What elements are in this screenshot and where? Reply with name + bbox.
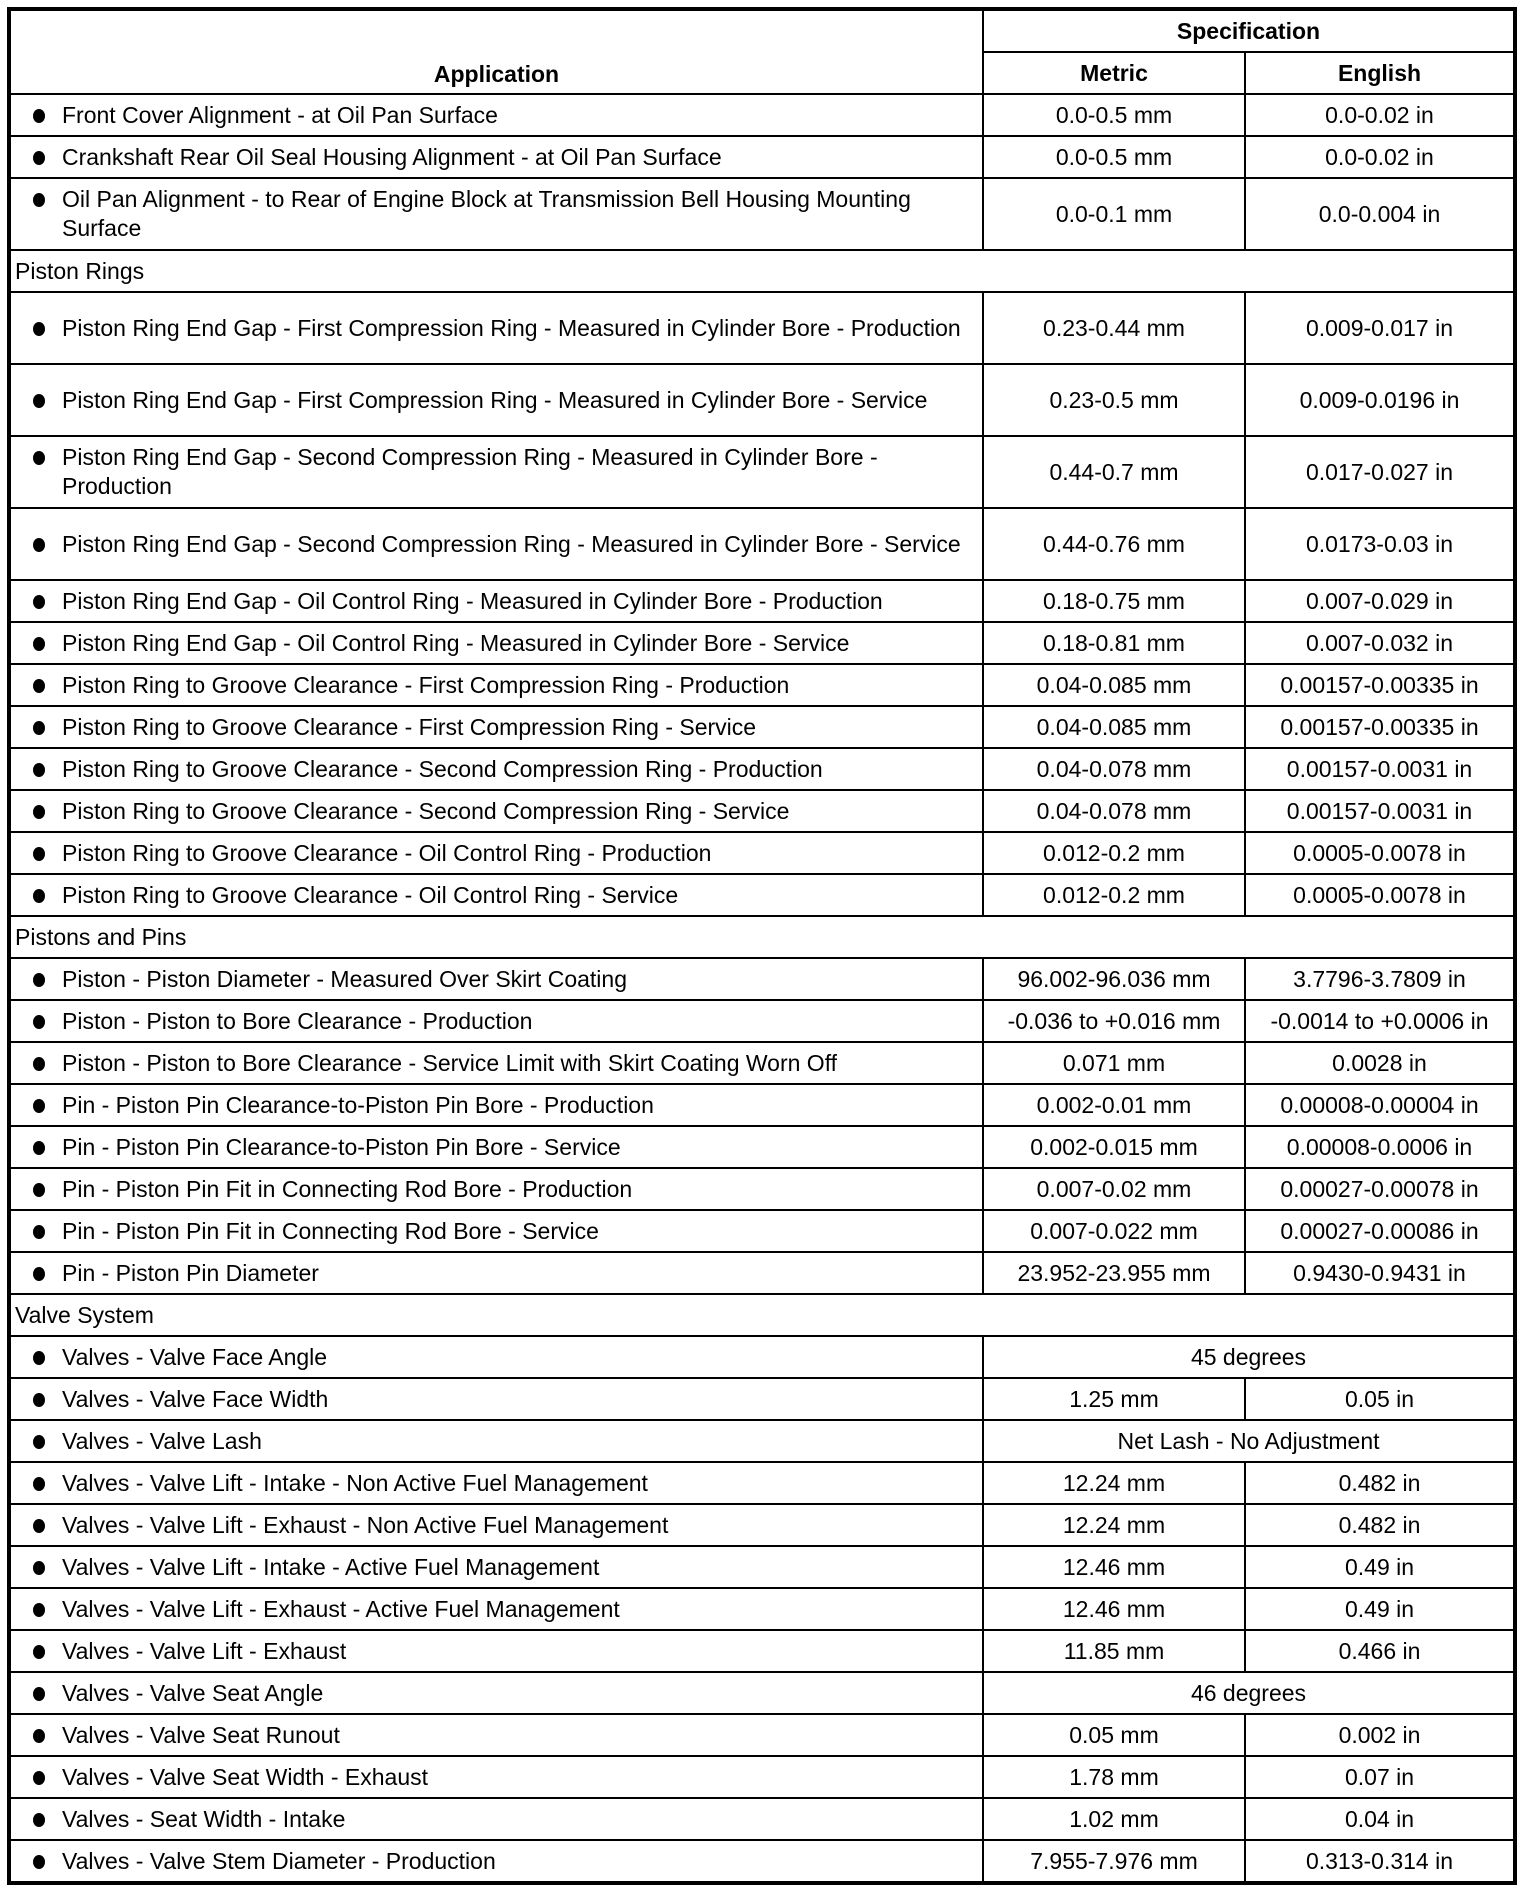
english-value: 0.00008-0.0006 in bbox=[1245, 1126, 1515, 1168]
bullet-icon bbox=[33, 721, 45, 735]
english-value: 0.9430-0.9431 in bbox=[1245, 1252, 1515, 1294]
metric-value: 7.955-7.976 mm bbox=[983, 1840, 1245, 1883]
metric-value: 0.05 mm bbox=[983, 1714, 1245, 1756]
table-row bbox=[9, 1084, 1515, 1126]
metric-value: 1.25 mm bbox=[983, 1378, 1245, 1420]
bullet-icon bbox=[33, 1645, 45, 1659]
bullet-icon bbox=[33, 538, 45, 552]
application-label: Pin - Piston Pin Fit in Connecting Rod Bore - Production bbox=[62, 1175, 633, 1202]
metric-value: 0.002-0.01 mm bbox=[983, 1084, 1245, 1126]
english-value: 0.00027-0.00086 in bbox=[1245, 1210, 1515, 1252]
metric-value: 12.46 mm bbox=[983, 1588, 1245, 1630]
application-content bbox=[33, 1133, 982, 1162]
application-cell bbox=[9, 1672, 983, 1714]
application-label: Valves - Valve Stem Diameter - Production bbox=[62, 1847, 496, 1874]
table-row bbox=[9, 1252, 1515, 1294]
specification-header: Specification bbox=[983, 9, 1515, 52]
application-cell bbox=[9, 622, 983, 664]
application-label: Pin - Piston Pin Fit in Connecting Rod Bore - Service bbox=[62, 1217, 599, 1244]
application-content bbox=[33, 1721, 982, 1750]
metric-value: 0.44-0.76 mm bbox=[983, 508, 1245, 580]
application-content bbox=[33, 587, 982, 616]
table-row bbox=[9, 1336, 1515, 1378]
english-value: 0.0005-0.0078 in bbox=[1245, 874, 1515, 916]
metric-value: 0.23-0.5 mm bbox=[983, 364, 1245, 436]
application-label: Piston Ring End Gap - First Compression Ring - Measured in Cylinder Bore - Service bbox=[62, 386, 928, 413]
english-value: 3.7796-3.7809 in bbox=[1245, 958, 1515, 1000]
english-value: 0.482 in bbox=[1245, 1504, 1515, 1546]
application-cell bbox=[9, 790, 983, 832]
application-label: Piston Ring to Groove Clearance - Oil Control Ring - Service bbox=[62, 881, 679, 908]
section-title: Piston Rings bbox=[9, 250, 1515, 292]
table-row bbox=[9, 1672, 1515, 1714]
table-row bbox=[9, 1042, 1515, 1084]
english-value: 0.00157-0.0031 in bbox=[1245, 790, 1515, 832]
application-cell bbox=[9, 580, 983, 622]
english-value: 0.466 in bbox=[1245, 1630, 1515, 1672]
bullet-icon bbox=[33, 595, 45, 609]
application-label: Piston Ring End Gap - Second Compression Ring - Measured in Cylinder Bore - Service bbox=[62, 530, 961, 557]
application-cell bbox=[9, 94, 983, 136]
metric-value: 0.0-0.5 mm bbox=[983, 136, 1245, 178]
application-cell bbox=[9, 1462, 983, 1504]
application-cell bbox=[9, 136, 983, 178]
english-value: 0.49 in bbox=[1245, 1588, 1515, 1630]
application-label: Oil Pan Alignment - to Rear of Engine Block at Transmission Bell Housing Mounting Surface bbox=[62, 186, 911, 241]
application-content bbox=[33, 1595, 982, 1624]
bullet-icon bbox=[33, 1477, 45, 1491]
bullet-icon bbox=[33, 1183, 45, 1197]
metric-value: 0.04-0.085 mm bbox=[983, 664, 1245, 706]
table-row bbox=[9, 580, 1515, 622]
table-row bbox=[9, 1588, 1515, 1630]
bullet-icon bbox=[33, 1603, 45, 1617]
section-title: Valve System bbox=[9, 1294, 1515, 1336]
application-cell bbox=[9, 1000, 983, 1042]
metric-value: 0.007-0.022 mm bbox=[983, 1210, 1245, 1252]
bullet-icon bbox=[33, 1225, 45, 1239]
application-cell bbox=[9, 1546, 983, 1588]
table-row bbox=[9, 1168, 1515, 1210]
application-label: Piston Ring End Gap - First Compression Ring - Measured in Cylinder Bore - Production bbox=[62, 314, 961, 341]
bullet-icon bbox=[33, 1015, 45, 1029]
application-content bbox=[33, 755, 982, 784]
application-label: Valves - Valve Lift - Intake - Non Active Fuel Management bbox=[62, 1469, 648, 1496]
bullet-icon bbox=[33, 151, 45, 165]
table-row bbox=[9, 508, 1515, 580]
bullet-icon bbox=[33, 679, 45, 693]
table-row bbox=[9, 136, 1515, 178]
application-content bbox=[33, 1847, 982, 1876]
combined-spec-value: Net Lash - No Adjustment bbox=[983, 1420, 1515, 1462]
combined-spec-value: 46 degrees bbox=[983, 1672, 1515, 1714]
application-content bbox=[33, 1007, 982, 1036]
bullet-icon bbox=[33, 1267, 45, 1281]
application-header: Application bbox=[9, 9, 983, 94]
application-label: Valves - Valve Seat Runout bbox=[62, 1721, 340, 1748]
metric-value: 12.24 mm bbox=[983, 1462, 1245, 1504]
english-value: 0.0028 in bbox=[1245, 1042, 1515, 1084]
english-value: 0.00157-0.00335 in bbox=[1245, 706, 1515, 748]
application-cell bbox=[9, 1126, 983, 1168]
bullet-icon bbox=[33, 805, 45, 819]
bullet-icon bbox=[33, 193, 45, 207]
english-value: 0.482 in bbox=[1245, 1462, 1515, 1504]
metric-value: 0.18-0.75 mm bbox=[983, 580, 1245, 622]
application-cell bbox=[9, 1168, 983, 1210]
application-label: Piston Ring to Groove Clearance - First Compression Ring - Production bbox=[62, 671, 790, 698]
application-cell bbox=[9, 1714, 983, 1756]
application-cell bbox=[9, 1504, 983, 1546]
application-label: Front Cover Alignment - at Oil Pan Surface bbox=[62, 101, 498, 128]
application-content bbox=[33, 1553, 982, 1582]
metric-value: 0.0-0.1 mm bbox=[983, 178, 1245, 250]
section-row bbox=[9, 916, 1515, 958]
english-value: 0.07 in bbox=[1245, 1756, 1515, 1798]
application-content bbox=[33, 443, 982, 501]
bullet-icon bbox=[33, 1351, 45, 1365]
application-cell bbox=[9, 874, 983, 916]
metric-value: 0.0-0.5 mm bbox=[983, 94, 1245, 136]
application-cell bbox=[9, 1840, 983, 1883]
application-cell bbox=[9, 1588, 983, 1630]
english-value: 0.009-0.017 in bbox=[1245, 292, 1515, 364]
application-label: Valves - Valve Face Angle bbox=[62, 1343, 328, 1370]
application-label: Piston - Piston Diameter - Measured Over Skirt Coating bbox=[62, 965, 627, 992]
table-row bbox=[9, 832, 1515, 874]
application-cell bbox=[9, 664, 983, 706]
english-value: 0.0-0.004 in bbox=[1245, 178, 1515, 250]
application-label: Valves - Valve Seat Angle bbox=[62, 1679, 324, 1706]
application-content bbox=[33, 1091, 982, 1120]
specification-table bbox=[7, 7, 1517, 1885]
application-cell bbox=[9, 364, 983, 436]
table-row bbox=[9, 364, 1515, 436]
table-row bbox=[9, 1420, 1515, 1462]
application-content bbox=[33, 839, 982, 868]
english-value: 0.007-0.029 in bbox=[1245, 580, 1515, 622]
metric-value: 0.04-0.078 mm bbox=[983, 790, 1245, 832]
application-content bbox=[33, 1343, 982, 1372]
application-content bbox=[33, 1469, 982, 1498]
application-content bbox=[33, 1763, 982, 1792]
metric-value: 0.44-0.7 mm bbox=[983, 436, 1245, 508]
table-row bbox=[9, 1630, 1515, 1672]
bullet-icon bbox=[33, 1519, 45, 1533]
application-cell bbox=[9, 1378, 983, 1420]
metric-value: 0.002-0.015 mm bbox=[983, 1126, 1245, 1168]
application-content bbox=[33, 386, 982, 415]
application-label: Pin - Piston Pin Clearance-to-Piston Pin Bore - Production bbox=[62, 1091, 654, 1118]
table-row bbox=[9, 874, 1515, 916]
application-cell bbox=[9, 958, 983, 1000]
bullet-icon bbox=[33, 1687, 45, 1701]
english-value: 0.009-0.0196 in bbox=[1245, 364, 1515, 436]
application-label: Piston Ring to Groove Clearance - Second Compression Ring - Production bbox=[62, 755, 823, 782]
application-label: Piston Ring to Groove Clearance - Second Compression Ring - Service bbox=[62, 797, 790, 824]
bullet-icon bbox=[33, 1813, 45, 1827]
application-label: Valves - Valve Lift - Intake - Active Fuel Management bbox=[62, 1553, 600, 1580]
bullet-icon bbox=[33, 763, 45, 777]
application-content bbox=[33, 965, 982, 994]
application-cell bbox=[9, 1756, 983, 1798]
table-row bbox=[9, 1378, 1515, 1420]
bullet-icon bbox=[33, 451, 45, 465]
table-row bbox=[9, 790, 1515, 832]
english-value: 0.04 in bbox=[1245, 1798, 1515, 1840]
metric-value: 12.24 mm bbox=[983, 1504, 1245, 1546]
application-content bbox=[33, 314, 982, 343]
metric-value: 1.78 mm bbox=[983, 1756, 1245, 1798]
application-content bbox=[33, 530, 982, 559]
metric-value: -0.036 to +0.016 mm bbox=[983, 1000, 1245, 1042]
application-cell bbox=[9, 832, 983, 874]
application-cell bbox=[9, 1420, 983, 1462]
english-value: 0.0-0.02 in bbox=[1245, 94, 1515, 136]
application-content bbox=[33, 1511, 982, 1540]
metric-value: 0.007-0.02 mm bbox=[983, 1168, 1245, 1210]
application-cell bbox=[9, 292, 983, 364]
application-label: Piston Ring to Groove Clearance - Oil Control Ring - Production bbox=[62, 839, 712, 866]
application-content bbox=[33, 1427, 982, 1456]
application-content bbox=[33, 881, 982, 910]
table-row bbox=[9, 1756, 1515, 1798]
application-cell bbox=[9, 1084, 983, 1126]
bullet-icon bbox=[33, 322, 45, 336]
application-content bbox=[33, 1175, 982, 1204]
metric-header: Metric bbox=[983, 52, 1245, 94]
section-title: Pistons and Pins bbox=[9, 916, 1515, 958]
table-row bbox=[9, 1798, 1515, 1840]
application-label: Valves - Valve Lash bbox=[62, 1427, 262, 1454]
application-label: Piston - Piston to Bore Clearance - Service Limit with Skirt Coating Worn Off bbox=[62, 1049, 838, 1076]
table-row bbox=[9, 1504, 1515, 1546]
english-value: 0.313-0.314 in bbox=[1245, 1840, 1515, 1883]
application-content bbox=[33, 1679, 982, 1708]
bullet-icon bbox=[33, 889, 45, 903]
bullet-icon bbox=[33, 1057, 45, 1071]
table-row bbox=[9, 1840, 1515, 1883]
application-content bbox=[33, 1805, 982, 1834]
section-row bbox=[9, 250, 1515, 292]
metric-value: 0.012-0.2 mm bbox=[983, 874, 1245, 916]
application-label: Valves - Valve Lift - Exhaust - Active Fuel Management bbox=[62, 1595, 620, 1622]
english-value: 0.49 in bbox=[1245, 1546, 1515, 1588]
application-label: Piston Ring to Groove Clearance - First Compression Ring - Service bbox=[62, 713, 757, 740]
table-row bbox=[9, 622, 1515, 664]
application-label: Piston Ring End Gap - Oil Control Ring - Measured in Cylinder Bore - Production bbox=[62, 587, 883, 614]
table-row bbox=[9, 1126, 1515, 1168]
application-content bbox=[33, 143, 982, 172]
table-row bbox=[9, 292, 1515, 364]
application-content bbox=[33, 185, 982, 243]
combined-spec-value: 45 degrees bbox=[983, 1336, 1515, 1378]
english-value: 0.017-0.027 in bbox=[1245, 436, 1515, 508]
table-row bbox=[9, 178, 1515, 250]
application-cell bbox=[9, 508, 983, 580]
bullet-icon bbox=[33, 1771, 45, 1785]
application-content bbox=[33, 629, 982, 658]
english-value: 0.0-0.02 in bbox=[1245, 136, 1515, 178]
bullet-icon bbox=[33, 973, 45, 987]
table-row bbox=[9, 1462, 1515, 1504]
table-row bbox=[9, 1210, 1515, 1252]
application-label: Pin - Piston Pin Clearance-to-Piston Pin Bore - Service bbox=[62, 1133, 621, 1160]
english-value: 0.002 in bbox=[1245, 1714, 1515, 1756]
table-row bbox=[9, 664, 1515, 706]
application-content bbox=[33, 1259, 982, 1288]
english-value: 0.0005-0.0078 in bbox=[1245, 832, 1515, 874]
application-cell bbox=[9, 1798, 983, 1840]
application-content bbox=[33, 101, 982, 130]
application-label: Piston Ring End Gap - Oil Control Ring - Measured in Cylinder Bore - Service bbox=[62, 629, 850, 656]
section-row bbox=[9, 1294, 1515, 1336]
bullet-icon bbox=[33, 1141, 45, 1155]
application-cell bbox=[9, 178, 983, 250]
metric-value: 0.23-0.44 mm bbox=[983, 292, 1245, 364]
metric-value: 0.04-0.078 mm bbox=[983, 748, 1245, 790]
bullet-icon bbox=[33, 1729, 45, 1743]
application-cell bbox=[9, 748, 983, 790]
bullet-icon bbox=[33, 1435, 45, 1449]
table-body bbox=[9, 94, 1515, 1883]
english-value: 0.00008-0.00004 in bbox=[1245, 1084, 1515, 1126]
bullet-icon bbox=[33, 637, 45, 651]
application-cell bbox=[9, 706, 983, 748]
metric-value: 0.071 mm bbox=[983, 1042, 1245, 1084]
english-value: 0.007-0.032 in bbox=[1245, 622, 1515, 664]
table-row bbox=[9, 706, 1515, 748]
table-row bbox=[9, 1714, 1515, 1756]
application-label: Pin - Piston Pin Diameter bbox=[62, 1259, 319, 1286]
application-content bbox=[33, 797, 982, 826]
metric-value: 1.02 mm bbox=[983, 1798, 1245, 1840]
application-label: Valves - Valve Face Width bbox=[62, 1385, 329, 1412]
application-cell bbox=[9, 1210, 983, 1252]
application-label: Piston Ring End Gap - Second Compression Ring - Measured in Cylinder Bore - Production bbox=[62, 444, 878, 499]
header-row-1 bbox=[9, 9, 1515, 52]
application-content bbox=[33, 671, 982, 700]
bullet-icon bbox=[33, 1393, 45, 1407]
table-row bbox=[9, 1000, 1515, 1042]
bullet-icon bbox=[33, 1561, 45, 1575]
metric-value: 0.18-0.81 mm bbox=[983, 622, 1245, 664]
application-label: Crankshaft Rear Oil Seal Housing Alignment - at Oil Pan Surface bbox=[62, 143, 722, 170]
application-label: Valves - Valve Seat Width - Exhaust bbox=[62, 1763, 429, 1790]
table-row bbox=[9, 94, 1515, 136]
table-row bbox=[9, 958, 1515, 1000]
table-row bbox=[9, 1546, 1515, 1588]
metric-value: 11.85 mm bbox=[983, 1630, 1245, 1672]
application-content bbox=[33, 1637, 982, 1666]
application-content bbox=[33, 1049, 982, 1078]
english-value: 0.05 in bbox=[1245, 1378, 1515, 1420]
application-label: Piston - Piston to Bore Clearance - Production bbox=[62, 1007, 533, 1034]
metric-value: 23.952-23.955 mm bbox=[983, 1252, 1245, 1294]
english-value: 0.00027-0.00078 in bbox=[1245, 1168, 1515, 1210]
table-row bbox=[9, 748, 1515, 790]
metric-value: 0.04-0.085 mm bbox=[983, 706, 1245, 748]
english-value: 0.0173-0.03 in bbox=[1245, 508, 1515, 580]
application-content bbox=[33, 1217, 982, 1246]
english-value: -0.0014 to +0.0006 in bbox=[1245, 1000, 1515, 1042]
application-label: Valves - Seat Width - Intake bbox=[62, 1805, 346, 1832]
application-cell bbox=[9, 1042, 983, 1084]
english-header: English bbox=[1245, 52, 1515, 94]
application-cell bbox=[9, 436, 983, 508]
bullet-icon bbox=[33, 109, 45, 123]
bullet-icon bbox=[33, 394, 45, 408]
application-label: Valves - Valve Lift - Exhaust bbox=[62, 1637, 347, 1664]
english-value: 0.00157-0.0031 in bbox=[1245, 748, 1515, 790]
metric-value: 96.002-96.036 mm bbox=[983, 958, 1245, 1000]
bullet-icon bbox=[33, 847, 45, 861]
metric-value: 0.012-0.2 mm bbox=[983, 832, 1245, 874]
application-content bbox=[33, 1385, 982, 1414]
application-label: Valves - Valve Lift - Exhaust - Non Active Fuel Management bbox=[62, 1511, 669, 1538]
bullet-icon bbox=[33, 1855, 45, 1869]
english-value: 0.00157-0.00335 in bbox=[1245, 664, 1515, 706]
application-cell bbox=[9, 1630, 983, 1672]
bullet-icon bbox=[33, 1099, 45, 1113]
application-cell bbox=[9, 1336, 983, 1378]
application-content bbox=[33, 713, 982, 742]
application-cell bbox=[9, 1252, 983, 1294]
table-row bbox=[9, 436, 1515, 508]
metric-value: 12.46 mm bbox=[983, 1546, 1245, 1588]
